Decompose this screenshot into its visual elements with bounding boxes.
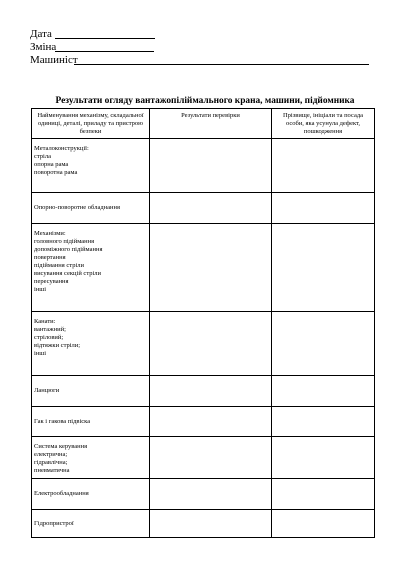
person-cell[interactable] [272, 479, 375, 510]
table-row [32, 312, 375, 376]
item-line: відтяжки стріли; [34, 342, 81, 349]
item-cell [32, 224, 150, 312]
person-cell[interactable] [272, 407, 375, 437]
item-line: пневматична [34, 467, 70, 474]
result-cell[interactable] [150, 224, 272, 312]
table-row [32, 437, 375, 479]
item-line: підіймання стріли [34, 262, 84, 269]
person-cell[interactable] [272, 224, 375, 312]
item-line: висування секцій стріли [34, 270, 102, 277]
result-cell[interactable] [150, 510, 272, 538]
item-cell [32, 437, 150, 479]
item-cell [32, 193, 150, 224]
person-cell[interactable] [272, 510, 375, 538]
table-header-row [32, 109, 375, 139]
result-cell[interactable] [150, 193, 272, 224]
column-header-person: Прізвище, ініціали та посада особи, яка усунула дефект, пошкодження [272, 109, 375, 139]
item-line: вантажний; [34, 326, 66, 333]
item-line: Система керування [34, 443, 88, 450]
result-cell[interactable] [150, 312, 272, 376]
shift-field-line[interactable] [55, 51, 154, 52]
date-row [30, 28, 52, 40]
operator-field-line[interactable] [74, 64, 369, 65]
item-line: пересування [34, 278, 69, 285]
table-row [32, 224, 375, 312]
item-line: Ланцюги [34, 387, 60, 394]
person-cell[interactable] [272, 437, 375, 479]
table-row [32, 407, 375, 437]
result-cell[interactable] [150, 437, 272, 479]
item-cell [32, 510, 150, 538]
shift-label: Зміна [30, 41, 57, 53]
item-cell [32, 312, 150, 376]
operator-label: Машиніст [30, 54, 78, 66]
table-row [32, 139, 375, 193]
shift-row [30, 41, 56, 53]
item-line: Електрообладнання [34, 490, 89, 497]
item-cell [32, 407, 150, 437]
table-row [32, 479, 375, 510]
result-cell[interactable] [150, 139, 272, 193]
column-header-result: Результати перевірки [150, 109, 272, 139]
item-line: допоміжного підіймання [34, 246, 103, 253]
item-line: Гідропристрої [34, 519, 74, 527]
person-cell[interactable] [272, 376, 375, 407]
item-line: електрична; [34, 451, 68, 458]
item-line: гідравлічна; [34, 459, 68, 466]
item-line: головного підіймання [34, 238, 95, 245]
date-field-line[interactable] [55, 38, 155, 39]
item-line: Механізми: [34, 230, 66, 237]
result-cell[interactable] [150, 376, 272, 407]
item-cell [32, 376, 150, 407]
table-row [32, 510, 375, 538]
item-line: інші [34, 350, 47, 357]
item-line: Канати: [34, 318, 56, 325]
operator-row [30, 54, 78, 66]
item-line: поворотна рама [34, 169, 78, 176]
item-cell [32, 139, 150, 193]
result-cell[interactable] [150, 407, 272, 437]
document-title: Результати огляду вантажопіліймального крана, машини, підйомника [55, 96, 355, 106]
item-line: опорна рама [34, 161, 69, 168]
item-line: повертання [34, 254, 66, 261]
inspection-table [31, 108, 375, 538]
person-cell[interactable] [272, 193, 375, 224]
item-line: Металоконструкції: [34, 145, 89, 152]
table-row [32, 193, 375, 224]
item-line: Опорно-поворотне обладнання [34, 204, 120, 211]
column-header-item: Найменування механізму, складальної одиниці, деталі, приладу та пристрою безпеки [32, 109, 150, 139]
table-row [32, 376, 375, 407]
item-line: Гак і гакова підвіска [34, 417, 91, 425]
item-line: стріловий; [34, 334, 64, 341]
table-body [32, 139, 375, 538]
person-cell[interactable] [272, 312, 375, 376]
item-line: інші [34, 286, 47, 293]
date-label: Дата [30, 28, 52, 40]
item-cell [32, 479, 150, 510]
person-cell[interactable] [272, 139, 375, 193]
item-line: стріла [34, 153, 51, 160]
result-cell[interactable] [150, 479, 272, 510]
